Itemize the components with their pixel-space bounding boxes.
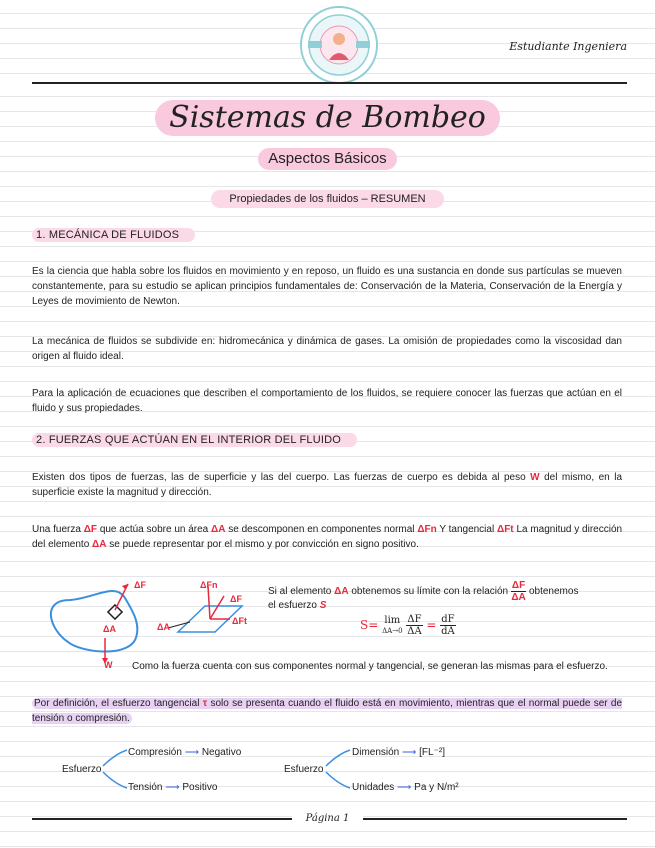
limit-text: Si al elemento ΔA obtenemos su límite con la relación $\frac{\Delta F}{\Delta A}$ obtenemos xyxy=(268,580,579,603)
document-title: Sistemas de Bombeo xyxy=(0,100,655,136)
label-delta-fn: ΔFn xyxy=(200,580,218,590)
label-weight: W xyxy=(104,660,113,670)
label-delta-f: ΔF xyxy=(134,580,146,590)
caption-components: Como la fuerza cuenta con sus componentes normal y tangencial, se generan las mismas para el esfuerzo. xyxy=(132,661,608,672)
document-subtitle: Aspectos Básicos xyxy=(0,148,655,170)
tree2-branch-dimension: Dimensión ⟶ [FL⁻²] xyxy=(352,747,445,758)
paragraph-force-types: Existen dos tipos de fuerzas, las de superficie y las del cuerpo. Las fuerzas de cuerpo es debida al peso W del mismo, en la superficie existe la magnitud y dirección. xyxy=(32,472,622,498)
label-delta-ft: ΔFt xyxy=(232,616,247,626)
tree2-root: Esfuerzo xyxy=(284,764,324,775)
tree1-root: Esfuerzo xyxy=(62,764,102,775)
label-delta-a: ΔA xyxy=(103,624,116,634)
label-delta-f-2: ΔF xyxy=(230,594,242,604)
top-rule xyxy=(32,82,627,84)
tree1-branch-compresion: Compresión ⟶ Negativo xyxy=(128,747,242,758)
section-heading-mecanica: 1. MECÁNICA DE FLUIDOS xyxy=(32,229,195,241)
paragraph-equations: Para la aplicación de ecuaciones que describen el comportamiento de los fluidos, se requiere conocer las fuerzas que actúan en el fluido y sus propiedades. xyxy=(32,388,622,414)
label-delta-a-2: ΔA xyxy=(157,622,170,632)
ratio-fraction: $\frac{\Delta F}{\Delta A}$ xyxy=(511,580,526,603)
paragraph-tangential-stress: Por definición, el esfuerzo tangencial τ solo se presenta cuando el fluido está en movimiento, mientras que el normal puede ser de tensión o compresión. xyxy=(32,698,623,724)
paragraph-definition: Es la ciencia que habla sobre los fluidos en movimiento y en reposo, un fluido es una sustancia en donde sus partículas se mueven constantemente, para su estudio se aplican principios fundamentales de: Conservación de la Materia, Conservación de la Energía y Leyes de movimiento de Newton. xyxy=(32,266,622,307)
fluid-body-outline xyxy=(51,591,138,652)
brand-name: Estudiante Ingeniera xyxy=(509,40,627,53)
logo-badge xyxy=(300,6,378,84)
tree2-branch-unidades: Unidades ⟶ Pa y N/m² xyxy=(352,782,459,793)
paragraph-force-components: Una fuerza ΔF que actúa sobre un área ΔA se descomponen en componentes normal ΔFn Y tangencial ΔFt La magnitud y dirección del elemento ΔA se puede representar por el mismo y por convicción en signo positivo. xyxy=(32,524,623,550)
area-element xyxy=(108,605,122,619)
stress-formula: S= lim ΔA→0 $\frac{\Delta F}{\Delta A}$ = $\frac{dF}{dA}$ xyxy=(360,614,455,637)
page-number: Página 1 xyxy=(0,808,655,826)
section-heading-fuerzas: 2. FUERZAS QUE ACTÚAN EN EL INTERIOR DEL FLUIDO xyxy=(32,434,357,446)
tree1-branch-tension: Tensión ⟶ Positivo xyxy=(128,782,218,793)
summary-label: Propiedades de los fluidos – RESUMEN xyxy=(0,189,655,208)
stress-text: el esfuerzo S xyxy=(268,600,327,611)
paragraph-subdivision: La mecánica de fluidos se subdivide en: hidromecánica y dinámica de gases. La omisión de propiedades como la viscosidad dan origen al fluido ideal. xyxy=(32,336,622,362)
